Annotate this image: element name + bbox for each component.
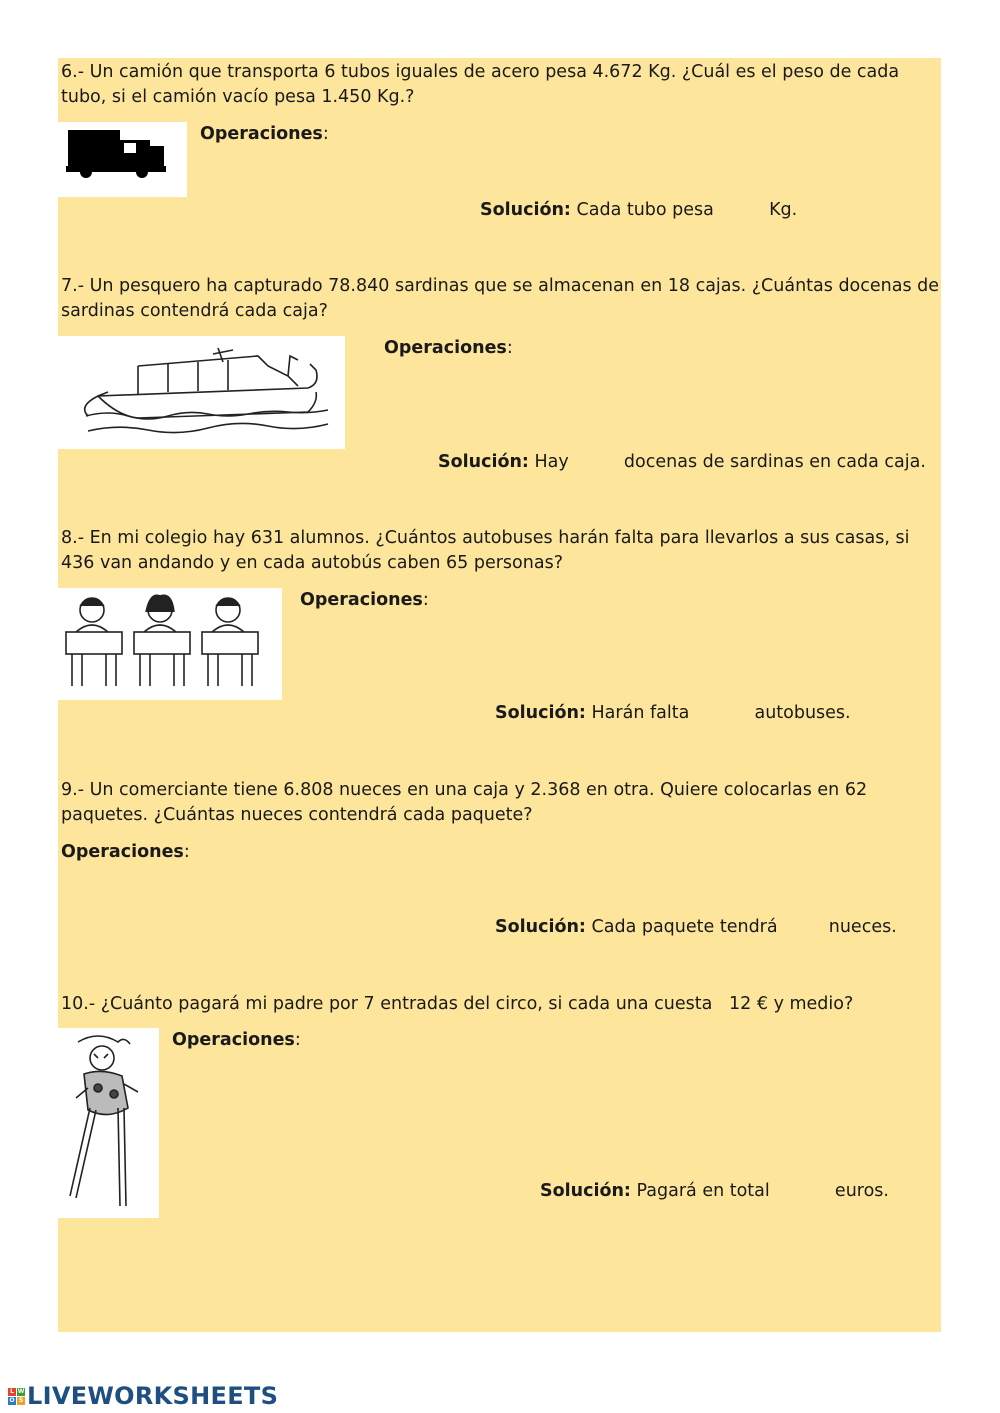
- boat-icon: [58, 336, 345, 449]
- liveworksheets-logo[interactable]: [8, 1382, 278, 1410]
- problem-10-solution: Solución: Pagará en total euros.: [540, 1181, 889, 1201]
- logo-mark: L W O S: [9, 1387, 25, 1404]
- problem-10-question: 10.- ¿Cuánto pagará mi padre por 7 entradas del circo, si cada una cuesta 12 € y medio?: [61, 994, 854, 1014]
- brand-name: LIVEWORKSHEETS: [27, 1382, 279, 1410]
- problem-9-operations: Operaciones:: [61, 842, 190, 862]
- problem-10-operations: Operaciones:: [172, 1030, 301, 1050]
- problem-7-operations: Operaciones:: [384, 338, 513, 358]
- problem-6-question: 6.- Un camión que transporta 6 tubos iguales de acero pesa 4.672 Kg. ¿Cuál es el peso de cada tubo, si el camión vacío pesa 1.450 Kg.?: [61, 62, 900, 107]
- clown-stilts-icon: [58, 1028, 159, 1218]
- problem-9-question: 9.- Un comerciante tiene 6.808 nueces en una caja y 2.368 en otra. Quiere colocarlas en 62 paquetes. ¿Cuántas nueces contendrá cada paquete?: [61, 780, 868, 825]
- problem-8-question: 8.- En mi colegio hay 631 alumnos. ¿Cuántos autobuses harán falta para llevarlos a sus casas, si 436 van andando y en cada autobús caben 65 personas?: [61, 528, 910, 573]
- truck-icon: [58, 122, 187, 197]
- problem-7-solution: Solución: Hay docenas de sardinas en cada caja.: [438, 452, 926, 472]
- problem-9-solution: Solución: Cada paquete tendrá nueces.: [495, 917, 897, 937]
- problem-7-question: 7.- Un pesquero ha capturado 78.840 sardinas que se almacenan en 18 cajas. ¿Cuántas docenas de sardinas contendrá cada caja?: [61, 276, 940, 321]
- students-icon: [58, 588, 282, 700]
- problem-8-operations: Operaciones:: [300, 590, 429, 610]
- problem-6-operations: Operaciones:: [200, 124, 329, 144]
- problem-8-solution: Solución: Harán falta autobuses.: [495, 703, 851, 723]
- problem-6-solution: Solución: Cada tubo pesa Kg.: [480, 200, 798, 220]
